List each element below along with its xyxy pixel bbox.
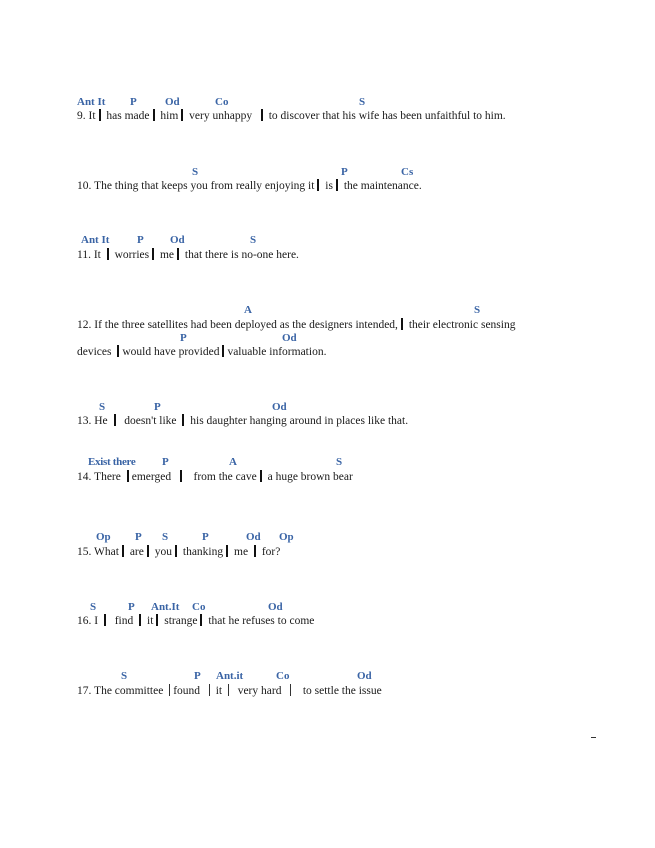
divider [147, 545, 149, 557]
label-a: A [244, 304, 252, 316]
label-s: S [250, 234, 257, 246]
sentence-9 [77, 109, 506, 122]
divider [99, 109, 101, 121]
label-od: Od [357, 670, 372, 682]
label-p: P [180, 332, 187, 344]
segment: very unhappy [189, 110, 253, 122]
label-p: P [130, 96, 137, 108]
divider [152, 248, 154, 260]
label-op: Op [96, 531, 111, 543]
label-co: Co [276, 670, 290, 682]
label-od: Od [272, 401, 287, 413]
segment: 16. I [77, 615, 99, 627]
divider [139, 614, 141, 626]
divider [228, 684, 229, 696]
divider [261, 109, 263, 121]
page-mark [591, 737, 596, 738]
segment: their electronic sensing [408, 319, 516, 331]
segment: emerged [131, 471, 172, 483]
label-s: S [90, 601, 97, 613]
segment: devices [77, 346, 112, 358]
segment: it [215, 685, 223, 697]
sentence-16 [77, 614, 314, 627]
divider [180, 470, 182, 482]
segment: from the cave [193, 471, 257, 483]
segment: that he refuses to come [208, 615, 315, 627]
segment: It [88, 110, 96, 122]
divider [181, 109, 183, 121]
segment: are [129, 546, 144, 558]
label-s: S [99, 401, 106, 413]
sentence-15 [77, 545, 280, 558]
segment: is [325, 180, 333, 192]
label-co: Co [215, 96, 229, 108]
segment: valuable information. [227, 346, 327, 358]
divider [182, 414, 184, 426]
label-cs: Cs [401, 166, 414, 178]
label-p: P [137, 234, 144, 246]
label-a: A [229, 456, 237, 468]
sentence-10 [77, 179, 422, 192]
label-exist-there: Exist there [88, 456, 136, 468]
sentence-17 [77, 684, 382, 697]
segment: 13. He [77, 415, 108, 427]
label-s: S [192, 166, 199, 178]
label-od: Od [282, 332, 297, 344]
segment: thanking [182, 546, 224, 558]
segment: 15. What [77, 546, 119, 558]
sentence-12-line-1 [77, 318, 515, 331]
divider [260, 470, 262, 482]
label-s: S [474, 304, 481, 316]
label-p: P [135, 531, 142, 543]
segment: 14. There [77, 471, 121, 483]
segment: to discover that his wife has been unfaithful to him. [268, 110, 506, 122]
segment: you [154, 546, 172, 558]
divider [336, 179, 338, 191]
segment: me [234, 546, 249, 558]
label-p: P [194, 670, 201, 682]
divider [104, 614, 106, 626]
segment: that there is no-one here. [184, 249, 299, 261]
segment: the maintenance. [343, 180, 422, 192]
segment: has made [106, 110, 150, 122]
label-od: Od [165, 96, 180, 108]
segment: 17. The committee [77, 685, 164, 697]
segment: find [114, 615, 134, 627]
segment: a huge brown bear [267, 471, 353, 483]
divider [177, 248, 179, 260]
sentence-number: 9. [77, 110, 86, 122]
sentence-14 [77, 470, 353, 483]
divider [156, 614, 158, 626]
segment: 12. If the three satellites had been deployed as the designers intended, [77, 319, 398, 331]
segment: me [159, 249, 175, 261]
label-ant-it: Ant It [81, 234, 110, 246]
segment: 10. The thing that keeps you from really enjoying it [77, 180, 315, 192]
segment: would have provided [122, 346, 220, 358]
label-s: S [359, 96, 366, 108]
divider [226, 545, 228, 557]
segment: for? [261, 546, 281, 558]
segment: to settle the issue [302, 685, 382, 697]
divider [254, 545, 256, 557]
sentence-12-line-2 [77, 345, 326, 358]
divider [200, 614, 202, 626]
segment: found [173, 685, 201, 697]
divider [153, 109, 155, 121]
segment: very hard [237, 685, 282, 697]
label-p: P [128, 601, 135, 613]
label-co: Co [192, 601, 206, 613]
divider [117, 345, 119, 357]
label-od: Od [268, 601, 283, 613]
segment: his daughter hanging around in places like that. [190, 415, 409, 427]
divider [169, 684, 170, 696]
divider [114, 414, 116, 426]
divider [175, 545, 177, 557]
segment: worries [114, 249, 150, 261]
label-op: Op [279, 531, 294, 543]
label-ant-it: Ant.It [151, 601, 180, 613]
label-s: S [121, 670, 128, 682]
label-p: P [202, 531, 209, 543]
label-p: P [162, 456, 169, 468]
segment: doesn't like [124, 415, 177, 427]
label-p: P [154, 401, 161, 413]
divider [222, 345, 224, 357]
sentence-13 [77, 414, 408, 427]
label-s: S [336, 456, 343, 468]
label-ant-it: Ant It [77, 96, 106, 108]
sentence-11 [77, 248, 299, 261]
divider [317, 179, 319, 191]
label-od: Od [246, 531, 261, 543]
divider [290, 684, 291, 696]
label-od: Od [170, 234, 185, 246]
segment: 11. It [77, 249, 101, 261]
divider [127, 470, 129, 482]
label-s: S [162, 531, 169, 543]
divider [209, 684, 210, 696]
segment: strange [164, 615, 198, 627]
label-ant-it: Ant.it [216, 670, 244, 682]
label-p: P [341, 166, 348, 178]
segment: it [147, 615, 154, 627]
divider [122, 545, 124, 557]
divider [401, 318, 403, 330]
divider [107, 248, 109, 260]
segment: him [160, 110, 179, 122]
